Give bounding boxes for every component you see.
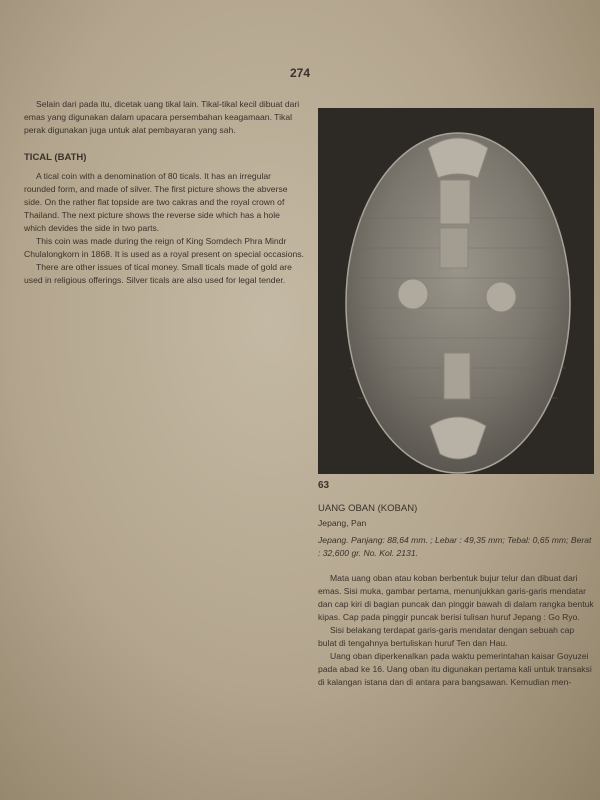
- body-paragraph: Mata uang oban atau koban berbentuk bujur telur dan dibuat dari emas. Sisi muka, gambar pertama, menunjukkan garis-garis mendatar dan cap kiri di bagian puncak dan pinggir bawah di dalam rangka bentuk kipas. Cap pada pinggir puncak berisi tulisan huruf Jepang : Go Ryo.: [318, 573, 594, 622]
- koban-coin-illustration: [318, 108, 594, 474]
- coin-photo: [318, 108, 594, 474]
- body-paragraph: Sisi belakang terdapat garis-garis mendatar dengan sebuah cap bulat di tengahnya bertuliskan huruf Ten dan Hau.: [318, 625, 575, 648]
- section-heading: TICAL (BATH): [24, 152, 87, 163]
- lower-rect-stamp: [444, 353, 470, 399]
- top-rect-stamp: [440, 180, 470, 224]
- figure-number: 63: [318, 480, 330, 491]
- coin-specs: Jepang. Panjang: 88,64 mm. ; Lebar : 49,35 mm; Tebal: 0,65 mm; Berat : 32,600 gr. No. Kol. 2131.: [318, 535, 592, 558]
- body-paragraph: Uang oban diperkenalkan pada waktu pemerintahan kaisar Goyuzei pada abad ke 16. Uang oban itu digunakan pertama kali untuk transaksi di kalangan istana dan di antara para bangsawan. Kemudian men-: [318, 651, 592, 687]
- left-round-stamp: [398, 279, 428, 309]
- upper-rect-stamp: [440, 228, 468, 268]
- body-paragraph: A tical coin with a denomination of 80 ticals. It has an irregular rounded form, and made of silver. The first picture shows the abverse side. On the rather flat topside are two cakras and the royal crown of Thailand. The next picture shows the reverse side which has a hole which devides the side in two parts.: [24, 171, 288, 233]
- right-column: [318, 502, 594, 689]
- top-fan-stamp: [428, 138, 488, 178]
- body-paragraph: This coin was made during the reign of King Somdech Phra Mindr Chulalongkorn in 1868. It is used as a royal present on special occasions.: [24, 236, 304, 259]
- right-round-stamp: [486, 282, 516, 312]
- coin-title: UANG OBAN (KOBAN): [318, 503, 418, 514]
- coin-origin: Jepang, Pan: [318, 518, 367, 528]
- body-paragraph: There are other issues of tical money. Small ticals made of gold are used in religious offerings. Silver ticals are also used for legal tender.: [24, 262, 292, 285]
- page-number: 274: [290, 66, 311, 80]
- left-column: [24, 98, 304, 287]
- intro-paragraph: Selain dari pada itu, dicetak uang tikal lain. Tikal-tikal kecil dibuat dari emas yang digunakan dalam upacara persembahan keagamaan. Tikal perak digunakan juga untuk alat pembayaran yang sah.: [24, 99, 300, 135]
